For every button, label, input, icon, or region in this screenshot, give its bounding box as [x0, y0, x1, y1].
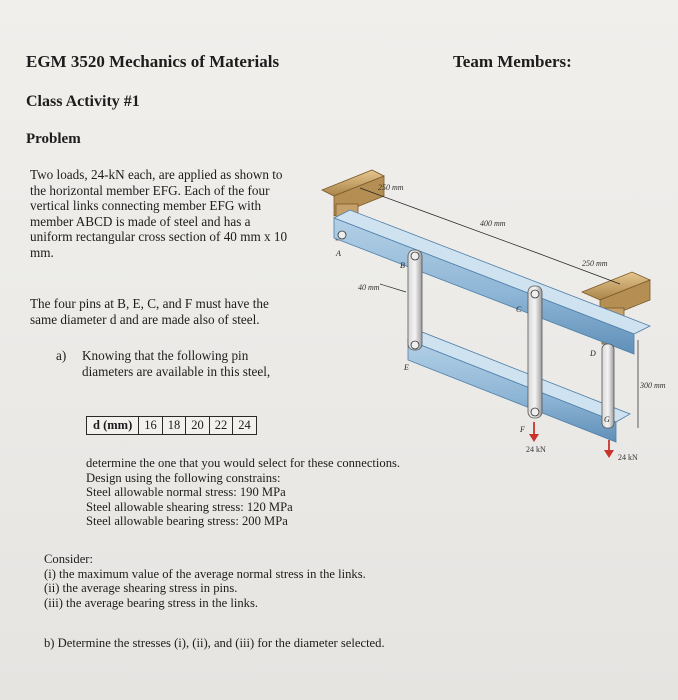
table-cell: 24 — [233, 417, 257, 435]
part-a-text: Knowing that the following pin diameters are available in this steel, — [82, 348, 271, 379]
dim-40: 40 mm — [358, 283, 380, 292]
dim-400: 400 mm — [480, 219, 506, 228]
label-C: C — [516, 305, 522, 314]
label-D: D — [590, 349, 596, 358]
pin-B — [411, 252, 419, 260]
structure-figure — [320, 160, 675, 470]
consider-item-iii: (iii) the average bearing stress in the links. — [44, 595, 259, 610]
pin-C — [531, 290, 539, 298]
member-EFG — [408, 332, 630, 442]
label-A: A — [336, 249, 341, 258]
load-right-label: 24 kN — [618, 453, 638, 462]
consider-item-ii: (ii) the average shearing stress in pins. — [44, 581, 238, 596]
dim-250-right: 250 mm — [582, 259, 608, 268]
member-ABCD — [334, 210, 650, 354]
consider-label: Consider: — [44, 552, 93, 566]
part-b-text: b) Determine the stresses (i), (ii), and (iii) for the diameter selected. — [44, 636, 385, 650]
link-BE — [408, 250, 422, 350]
team-members-label: Team Members: — [453, 52, 572, 71]
label-E: E — [404, 363, 409, 372]
dim-300: 300 mm — [640, 381, 666, 390]
consider-item-i: (i) the maximum value of the average normal stress in the links. — [44, 566, 366, 581]
pin-diameter-table — [86, 416, 257, 435]
problem-paragraph-2: The four pins at B, E, C, and F must have the same diameter d and are made also of steel. — [30, 296, 269, 327]
document-title: EGM 3520 Mechanics of Materials — [26, 52, 280, 71]
label-B: B — [400, 261, 405, 270]
dim-250-top: 250 mm — [378, 183, 404, 192]
link-CF — [528, 286, 542, 418]
constraint-normal: Steel allowable normal stress: 190 MPa — [86, 485, 286, 500]
select-text: determine the one that you would select for these connections. — [86, 456, 401, 470]
table-cell: 20 — [186, 417, 210, 435]
problem-heading: Problem — [26, 131, 81, 147]
constraints-intro: Design using the following constrains: — [86, 470, 281, 485]
problem-paragraph-1: Two loads, 24-kN each, are applied as shown to the horizontal member EFG. Each of the four vertical links connecting member EFG with member ABCD is made of steel and has a uniform rectangular cross section of 40 mm x 10 mm. — [30, 167, 288, 260]
pin-F — [531, 408, 539, 416]
pin-A — [338, 231, 346, 239]
table-cell: 16 — [139, 417, 163, 435]
load-left-arrow — [529, 422, 539, 442]
table-cell: 22 — [209, 417, 233, 435]
activity-heading: Class Activity #1 — [26, 93, 140, 110]
label-G: G — [604, 415, 610, 424]
consider-block — [44, 552, 464, 610]
table-row — [87, 417, 257, 435]
constraint-bearing: Steel allowable bearing stress: 200 MPa — [86, 514, 288, 529]
label-F: F — [520, 425, 525, 434]
constraint-shearing: Steel allowable shearing stress: 120 MPa — [86, 499, 293, 514]
pin-E — [411, 341, 419, 349]
table-header-cell: d (mm) — [87, 417, 139, 435]
part-a-label: a) — [56, 348, 67, 363]
load-left-label: 24 kN — [526, 445, 546, 454]
load-right-arrow — [604, 440, 614, 458]
table-cell: 18 — [162, 417, 186, 435]
